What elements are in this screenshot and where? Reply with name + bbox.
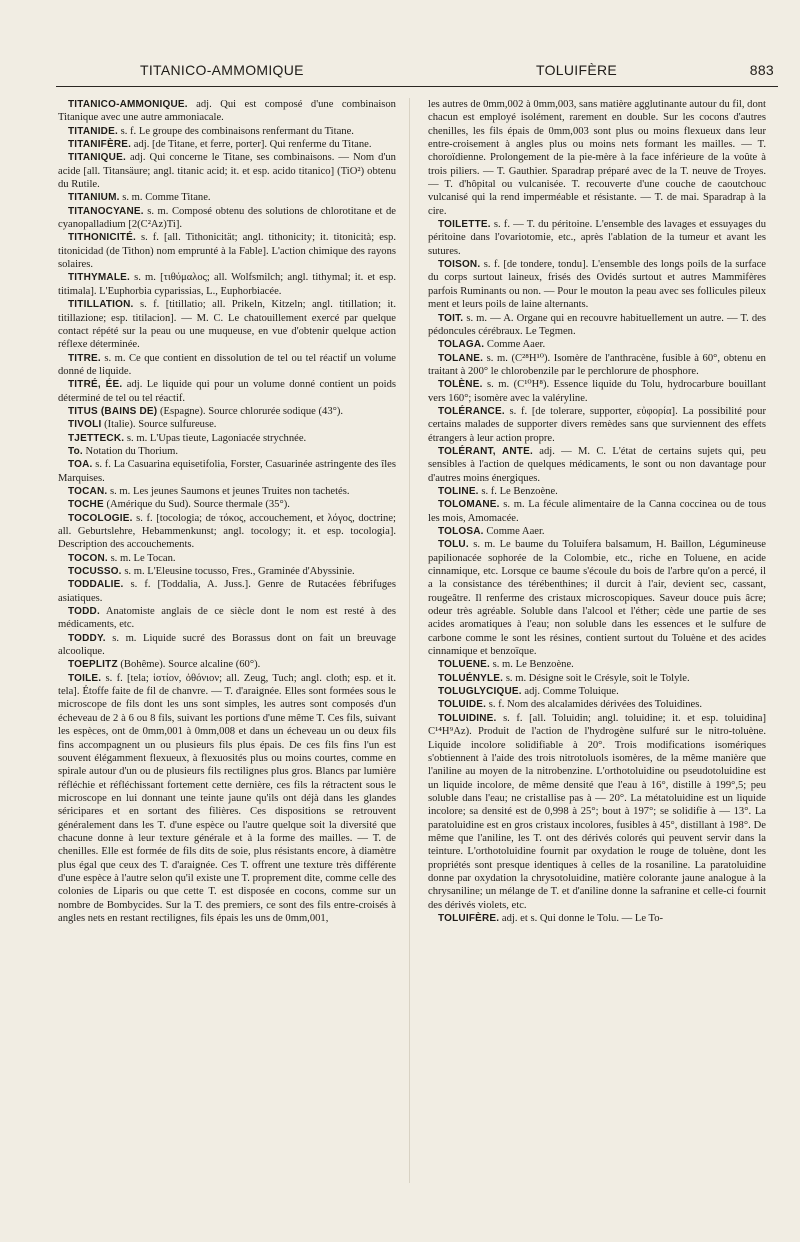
entry-definition: s. m. Le Benzoène.	[492, 659, 574, 671]
header-left-guideword: TITANICO-AMMOMIQUE	[140, 62, 304, 78]
entry-definition: (Amérique du Sud). Source thermale (35°).	[106, 499, 290, 511]
entry-definition: s. m. (C²⁸H¹⁰). Isomère de l'anthracène, fusible à 60°, obtenu en traitant à 200° le chlorobenzile par le perchlorure de phosphore.	[428, 352, 766, 377]
entry-headword: TITANIQUE.	[68, 152, 126, 164]
entry-headword: TITRE.	[68, 352, 101, 364]
dictionary-entry	[58, 418, 396, 431]
entry-headword: TOLANE.	[438, 352, 484, 364]
dictionary-entry	[58, 138, 396, 151]
left-column	[58, 98, 396, 1183]
dictionary-entry	[58, 578, 396, 605]
entry-headword: TOLUENE.	[438, 659, 490, 671]
dictionary-entry	[58, 445, 396, 458]
entry-headword: TITUS (BAINS DE)	[68, 405, 158, 417]
dictionary-entry	[428, 312, 766, 339]
dictionary-entry	[428, 672, 766, 685]
entry-definition: s. m. Ce que contient en dissolution de tel ou tel réactif un volume donné de liquide.	[58, 352, 396, 377]
entry-definition: s. m. Le baume du Toluifera balsamum, H. Baillon, Légumineuse papilionacée sophorée de la Colombie, etc., riche en Toluene, en acide cinnamique, etc. Lorsque ce baume s'écoule du bois de l'arbre qu'on a percé, il a la consistance des térébenthines; il durcit à l'air, devient sec, cassant, rougeâtre. Il renferme des cristaux microscopiques. Saveur douce puis âcre; odeur très agréable. Soluble dans l'alcool et l'éther; cède une partie de ses acides aromatiques à l'eau; non soluble dans les essences et le sulfure de carbone comme le sont les résines, contient surtout du Toluène et des acides cinnamique et benzoïque.	[428, 539, 766, 658]
entry-headword: TOLU.	[438, 539, 469, 551]
dictionary-entry	[58, 271, 396, 298]
entry-headword: TOLÉRANT, ANTE.	[438, 445, 533, 457]
entry-headword: TOCOLOGIE.	[68, 512, 133, 524]
entry-definition: s. f. [titillatio; all. Prikeln, Kitzeln; angl. titillation; it. titillazione; esp. titilacion]. — M. C. Le chatouillement exercé par quelque contact répété sur la peau ou une muqueuse, en vue d'obtenir quelque action réflexe déterminée.	[58, 299, 396, 351]
dictionary-entry	[58, 125, 396, 138]
entry-definition: s. f. Le Benzoène.	[481, 485, 558, 497]
entry-headword: TITANOCYANE.	[68, 205, 144, 217]
entry-headword: TOLÉRANCE.	[438, 405, 505, 417]
entry-definition: s. m. Désigne soit le Crésyle, soit le Tolyle.	[505, 672, 690, 684]
running-header	[56, 62, 778, 84]
entry-definition: s. m. Liquide sucré des Borassus dont on fait un breuvage alcoolique.	[58, 632, 396, 658]
entry-headword: TOLUIDINE.	[438, 712, 497, 724]
dictionary-entry	[58, 565, 396, 578]
header-right-guideword: TOLUIFÈRE	[536, 62, 618, 78]
dictionary-entry	[58, 231, 396, 271]
dictionary-entry	[58, 632, 396, 659]
entry-definition: les autres de 0mm,002 à 0mm,003, sans matière agglutinante autour du fil, dont chacun est employé isolément, rarement en double. Sur les cocons d'autres chenilles, les fils épais de 0mm,003 sont plus ou moins flexueux dans leur entre-croisement à angles plus ou moins nets formant les mailles. — T. choroïdienne. Prolongement de la pie-mère à la face inférieure de la voûte à trois piliers. — T. Gauthier. Sparadrap préparé avec de la T. neuve de Troyes. — T. d'hôpital ou vulcanisée. T. recouverte d'une couche de caoutchouc vulcanisé qui la rend imperméable et résistante. — T. de mai. Sparadrap à la cire.	[428, 99, 766, 217]
dictionary-entry	[428, 338, 766, 351]
entry-headword: TITANIDE.	[68, 125, 118, 137]
entry-definition: Comme Aaer.	[486, 339, 546, 351]
entry-headword: TOIT.	[438, 312, 464, 324]
entry-headword: To.	[68, 445, 83, 457]
entry-definition: (Italie). Source sulfureuse.	[104, 419, 217, 431]
entry-definition: s. m. Composé obtenu des solutions de chlorotitane et de cyanopalladium [2(C²Az)Ti].	[58, 205, 396, 231]
dictionary-entry	[58, 458, 396, 485]
entry-headword: TOA.	[68, 459, 93, 471]
entry-headword: TITRÉ, ÉE.	[68, 379, 123, 391]
dictionary-entry	[58, 672, 396, 926]
entry-definition: Anatomiste anglais de ce siècle dont le nom est resté à des médicaments, etc.	[58, 606, 396, 631]
dictionary-entry	[428, 912, 766, 925]
dictionary-entry	[428, 498, 766, 525]
entry-definition: s. m. La fécule alimentaire de la Canna coccinea ou de tous les mois, Amomacée.	[428, 499, 766, 524]
entry-definition: (Espagne). Source chlorurée sodique (43°).	[159, 405, 344, 417]
entry-headword: TOLUGLYCIQUE.	[438, 686, 522, 698]
entry-headword: TITANIFÈRE.	[68, 139, 132, 151]
entry-definition: adj. Qui est composé d'une combinaison Titanique avec une autre ammoniacale.	[58, 99, 396, 124]
entry-headword: TJETTECK.	[68, 432, 125, 444]
dictionary-entry	[58, 552, 396, 565]
entry-headword: TITHONICITÉ.	[68, 232, 136, 244]
header-rule	[56, 86, 778, 87]
entry-headword: TODD.	[68, 606, 100, 618]
entry-headword: TOLUÉNYLE.	[438, 672, 504, 684]
dictionary-entry	[58, 352, 396, 379]
dictionary-entry	[428, 378, 766, 405]
dictionary-entry	[428, 218, 766, 258]
entry-headword: TOILE.	[68, 672, 102, 684]
entry-definition: adj. et s. Qui donne le Tolu. — Le To-	[501, 912, 664, 924]
entry-definition: s. m. [τιθύμαλος; all. Wolfsmilch; angl. tithymal; it. et esp. titimala]. L'Euphorbia cyparissias, L., Euphorbiacée.	[58, 272, 396, 297]
entry-definition: s. m. L'Upas tieute, Lagoniacée strychnée.	[126, 432, 307, 444]
entry-definition: s. f. [all. Tithonicität; angl. tithonicity; it. titonicità; esp. titonicidad (de Tithon) nom emprunté à la Fable]. L'action chimique des rayons solaires.	[58, 232, 396, 271]
entry-definition: s. m. — A. Organe qui en recouvre habituellement un autre. — T. des pédoncules cérébraux. Le Tegmen.	[428, 312, 766, 337]
entry-headword: TOLINE.	[438, 485, 479, 497]
entry-definition: s. f. Nom des alcalamides dérivées des Toluidines.	[488, 699, 702, 711]
page-number: 883	[749, 62, 774, 78]
entry-headword: TODDY.	[68, 632, 106, 644]
entry-definition: adj. [de Titane, et ferre, porter]. Qui renferme du Titane.	[133, 139, 372, 151]
dictionary-entry	[428, 98, 766, 218]
entry-headword: TITANICO-AMMONIQUE.	[68, 99, 188, 110]
entry-definition: s. f. [de tondere, tondu]. L'ensemble des longs poils de la surface du corps surtout laineux, frisés des Ovidés surtout et autres Mammifères parfois Ruminants ou non. — Pour le mouton la peau avec ses follicules pileux ment et leurs poils de laine alternants.	[428, 259, 766, 311]
entry-headword: TOLOMANE.	[438, 499, 500, 511]
dictionary-entry	[428, 258, 766, 311]
dictionary-entry	[58, 191, 396, 204]
entry-definition: s. f. [tocologia; de τόκος, accouchement, et λόγος, doctrine; all. Geburtslehre, Hebammenkunst; angl. tocology; it. et esp. tocologia]. Description des accouchements.	[58, 512, 396, 551]
dictionary-entry	[428, 445, 766, 485]
dictionary-entry	[428, 525, 766, 538]
entry-definition: Notation du Thorium.	[85, 445, 179, 457]
column-gutter	[409, 98, 410, 1183]
entry-definition: adj. Qui concerne le Titane, ses combinaisons. — Nom d'un acide [all. Titansäure; angl. titanic acid; it. et esp. acido titanico] (TiO²) obtenu du Rutile.	[58, 152, 396, 191]
entry-headword: TOEPLITZ	[68, 659, 118, 671]
entry-definition: adj. Comme Toluique.	[524, 686, 619, 698]
dictionary-entry	[58, 512, 396, 552]
dictionary-entry	[58, 498, 396, 511]
dictionary-entry	[428, 405, 766, 445]
dictionary-entry	[58, 378, 396, 405]
entry-definition: (Bohême). Source alcaline (60°).	[120, 659, 261, 671]
entry-headword: TITHYMALE.	[68, 272, 130, 284]
dictionary-entry	[58, 151, 396, 191]
right-column	[428, 98, 766, 1183]
entry-headword: TITILLATION.	[68, 299, 134, 311]
entry-headword: TOLUIFÈRE.	[438, 912, 500, 924]
entry-definition: s. f. [all. Toluidin; angl. toluidine; it. et esp. toluidina] C¹⁴H⁹Az). Produit de l'action de l'hydrogène sulfuré sur le nitro-toluène. Liquide incolore solidifiable à 20°. Trois modifications isomériques s'obtiennent à l'aide des trois nitrotoluols isomères, de la même manière que l'aniline au moyen de la nitrobenzine. L'orthotoluidine ou pseudotoluidine est un liquide incolore, de même densité que l'eau à 16°, distille à 199°,5; peu soluble dans l'eau; ne cristallise pas à — 20°. La métatoluidine est un liquide incolore; sa densité est de 0,998 à 25°; bout à 197°; se solidifie à — 13°. La paratoluidine est en gros cristaux incolores, fusibles à 45°, distillant à 198°. De même que l'aniline, les T. ont des dérivés colorés qui peuvent servir dans la teinture. L'orthotoluidine fournit par oxydation le rouge de toluène, dont les propriétés sont presque identiques à celles de la rosaniline. La paratoluidine donne par oxydation la chrysotoluidine, matière colorante jaune analogue à la chrysaniline; un mélange de T. et d'aniline donne la safranine et celle-ci fournit des dérivés violets, etc.	[428, 712, 766, 911]
entry-headword: TOCON.	[68, 552, 108, 564]
entry-headword: TIVOLI	[68, 419, 102, 431]
dictionary-entry	[58, 485, 396, 498]
entry-definition: s. m. Le Tocan.	[110, 552, 176, 564]
entry-definition: s. f. — T. du péritoine. L'ensemble des lavages et essuyages du péritoine dans l'ovariotomie, etc., après l'ablation de la tumeur et avant les sutures.	[428, 219, 766, 257]
entry-headword: TOCHE	[68, 499, 104, 511]
entry-definition: s. m. Les jeunes Saumons et jeunes Truites non tachetés.	[110, 485, 350, 497]
dictionary-entry	[58, 658, 396, 671]
entry-headword: TOLUIDE.	[438, 699, 487, 711]
entry-definition: adj. — M. C. L'état de certains sujets qui, peu sensibles à l'action de quelques médicaments, le sont ou non davantage pour d'autres moins énergiques.	[428, 445, 766, 484]
dictionary-entry	[428, 658, 766, 671]
entry-headword: TITANIUM.	[68, 192, 120, 204]
entry-definition: s. m. L'Eleusine tocusso, Fres., Graminée d'Abyssinie.	[124, 566, 355, 578]
entry-headword: TOLAGA.	[438, 339, 485, 351]
entry-definition: s. f. Le groupe des combinaisons renfermant du Titane.	[120, 125, 354, 137]
dictionary-entry	[428, 685, 766, 698]
dictionary-entry	[58, 432, 396, 445]
dictionary-entry	[428, 538, 766, 658]
dictionary-entry	[428, 485, 766, 498]
dictionary-entry	[58, 98, 396, 125]
dictionary-entry	[428, 352, 766, 379]
entry-headword: TOLÈNE.	[438, 379, 483, 391]
entry-headword: TOISON.	[438, 259, 481, 271]
dictionary-entry	[58, 205, 396, 232]
entry-definition: s. f. [de tolerare, supporter, εὐφορία]. La possibilité pour certains malades de supporter divers remèdes sans que surviennent des effets étrangers à leur action propre.	[428, 405, 766, 444]
entry-definition: s. m. (C¹⁰H⁸). Essence liquide du Tolu, hydrocarbure bouillant vers 160°; isomère avec la valéryline.	[428, 379, 766, 404]
entry-headword: TOILETTE.	[438, 219, 491, 231]
entry-definition: adj. Le liquide qui pour un volume donné contient un poids déterminé de tel ou tel réactif.	[58, 379, 396, 404]
entry-headword: TOCUSSO.	[68, 566, 122, 578]
entry-definition: s. f. [Toddalia, A. Juss.]. Genre de Rutacées fébrifuges asiatiques.	[58, 579, 396, 604]
entry-definition: Comme Aaer.	[486, 526, 545, 537]
dictionary-entry	[58, 298, 396, 351]
entry-definition: s. f. [tela; ἱστίον, ὀθόνιον; all. Zeug, Tuch; angl. cloth; esp. et it. tela]. Étoffe faite de fil de chanvre. — T. d'araignée. Elles sont formées sous le microscope de fils dont les uns sont simples, les autres sont composés d'un écheveau de 2 à 6 ou 8 fils, suivant les portions d'une même T. Ces fils, suivant les espèces, ont de 0mm,001 à 0mm,008 et dans un écheveau un ou deux fils fins accompagnent un ou plusieurs fils plus épais. De ces fils fins l'un est souvent élégamment flexueux, à flexuosités plus ou moins courtes, comme en spirale autour d'un ou de plusieurs fils rectilignes plus gros. Blancs par lumière réfléchie et réfléchissant fortement cette dernière, ces fils la rétractent sous le microscope en lui donnant une teinte jaune qu'ils ont déjà dans les glandes séricipares et en sortant des filières. Ces dispositions se retrouvent généralement dans les T. d'une espèce ou l'autre quelque soit la diversité que chacune donne à leur texture générale et à la forme des mailles. — T. de chenilles. Elle est formée de fils dits de soie, plus résistants encore, à diamètre plus égal que ceux des T. d'araignée. Ces T. offrent une texture très différente d'une espèce à l'autre selon qu'il existe une T. proprement dite, comme celle des colonies de Liparis ou que cette T. est disposée en cocons, comme sur un nombre de Bombycides. Sur la T. des premiers, ce sont des fils entre-croisés à angles nets en restant rectilignes, fils épais les uns de 0mm,001,	[58, 672, 396, 924]
dictionary-entry	[428, 698, 766, 711]
entry-definition: s. f. La Casuarina equisetifolia, Forster, Casuarinée astringente des îles Marquises.	[58, 459, 396, 484]
entry-headword: TODDALIE.	[68, 579, 124, 591]
entry-definition: s. m. Comme Titane.	[122, 192, 211, 204]
dictionary-entry	[58, 405, 396, 418]
entry-headword: TOCAN.	[68, 485, 108, 497]
entry-headword: TOLOSA.	[438, 526, 484, 537]
dictionary-entry	[58, 605, 396, 632]
dictionary-entry	[428, 712, 766, 912]
